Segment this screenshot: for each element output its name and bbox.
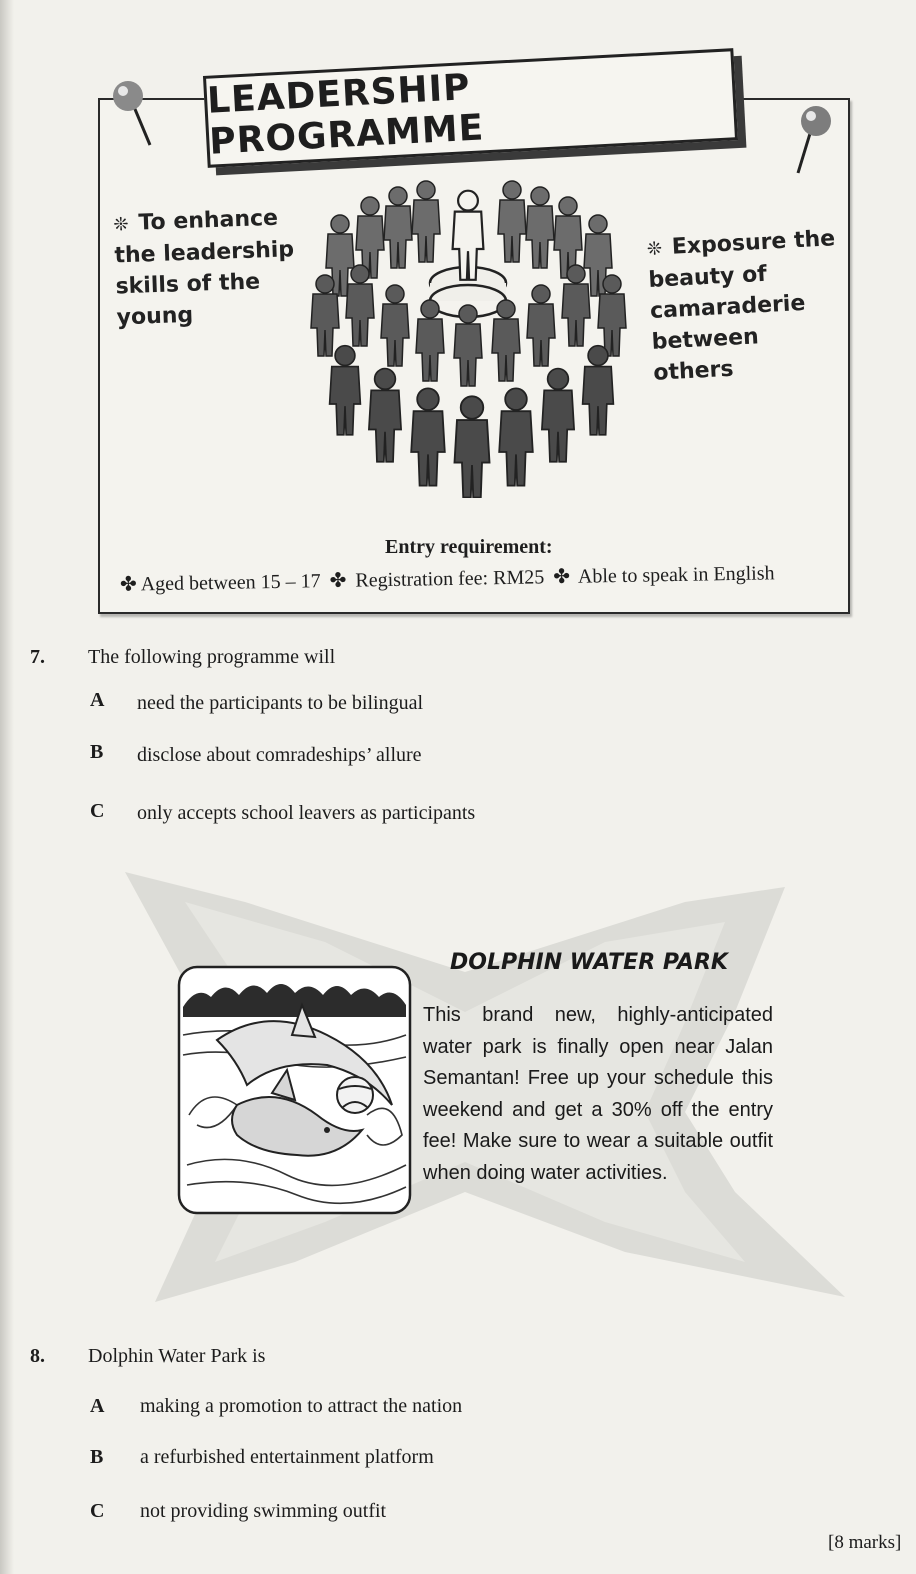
- pushpin-icon: [790, 105, 840, 175]
- question-8-stem: Dolphin Water Park is: [88, 1345, 266, 1367]
- page-edge: [0, 0, 14, 1574]
- poster-title: LEADERSHIP PROGRAMME: [206, 67, 486, 163]
- asterisk-bullet-icon: ❊: [646, 238, 663, 261]
- poster-bullet-right: [646, 223, 844, 389]
- ad-body-text: This brand new, highly-anticipated water park is finally open near Jalan Semantan! Free up your schedule this weekend and get a 30% off the entry fee! Make sure to wear a suitable outfit when doing water activities.: [423, 1004, 773, 1184]
- ad-title: DOLPHIN WATER PARK: [450, 950, 728, 975]
- question-8-number: 8.: [30, 1345, 45, 1367]
- bullet-left-text: To enhance the leadership skills of the young: [114, 205, 295, 331]
- question-7-number: 7.: [30, 646, 45, 668]
- entry-requirement-label: Entry requirement:: [385, 536, 553, 558]
- option-text: a refurbished entertainment platform: [140, 1446, 434, 1468]
- asterisk-bullet-icon: ❊: [113, 213, 129, 236]
- requirement-age: Aged between 15 – 17: [140, 570, 321, 596]
- bullet-right-text: Exposure the beauty of camaraderie between others: [647, 226, 836, 386]
- question-7-stem: The following programme will: [88, 646, 336, 668]
- clover-bullet-icon: ✤: [553, 565, 571, 589]
- option-text: need the participants to be bilingual: [137, 692, 424, 714]
- crowd-circle-illustration: [300, 178, 650, 498]
- option-letter: C: [90, 1500, 105, 1522]
- clover-bullet-icon: ✤: [119, 573, 138, 596]
- option-letter: A: [90, 1395, 105, 1417]
- option-text: only accepts school leavers as participants: [137, 802, 476, 824]
- pushpin-icon: [110, 80, 160, 150]
- option-text: not providing swimming outfit: [140, 1500, 387, 1522]
- option-letter: B: [90, 1446, 104, 1468]
- option-letter: B: [90, 741, 104, 763]
- option-letter: A: [90, 689, 105, 711]
- requirement-language: Able to speak in English: [577, 562, 775, 588]
- marks-label: [8 marks]: [828, 1532, 902, 1553]
- option-text: making a promotion to attract the nation: [140, 1395, 463, 1417]
- option-text: disclose about comradeships’ allure: [137, 744, 422, 766]
- requirement-fee: Registration fee: RM25: [355, 566, 545, 592]
- dolphin-illustration: [177, 965, 412, 1215]
- clover-bullet-icon: ✤: [329, 569, 347, 593]
- poster-bullet-left: [113, 202, 317, 334]
- option-letter: C: [90, 800, 105, 822]
